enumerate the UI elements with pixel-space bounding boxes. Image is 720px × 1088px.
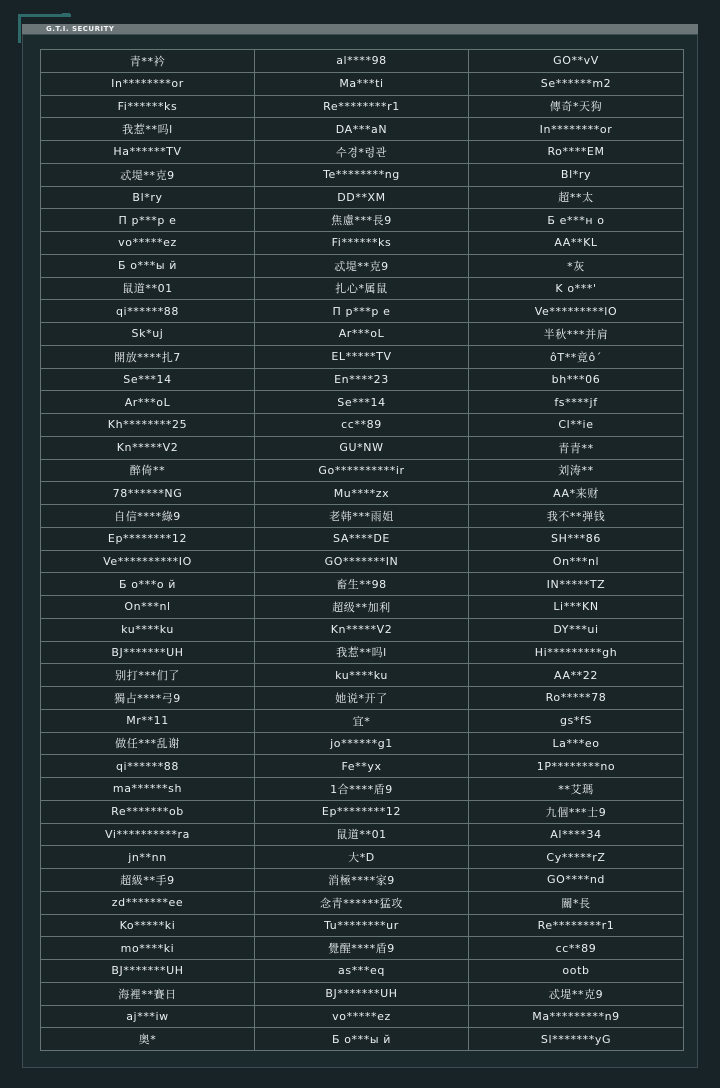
table-row [41,641,684,664]
table-row [41,527,684,550]
table-row [41,846,684,869]
player-name-cell: Fi******ks [41,95,255,118]
player-name-cell: 1合****盾9 [255,778,469,801]
table-row [41,982,684,1005]
player-name-cell: La***eo [469,732,684,755]
player-name-cell: Vi**********ra [41,823,255,846]
player-name-cell: cc**89 [469,937,684,960]
player-name-cell: Re*******ob [41,800,255,823]
player-name-cell: 念青******猛攻 [255,891,469,914]
player-name-cell: Fi******ks [255,232,469,255]
player-name-cell: П р***р е [41,209,255,232]
table-row [41,869,684,892]
table-row [41,345,684,368]
table-row [41,823,684,846]
player-name-cell: Ma*********n9 [469,1005,684,1028]
player-name-cell: ma******sh [41,778,255,801]
player-name-cell: GO**vV [469,50,684,73]
table-row [41,436,684,459]
player-name-cell: zd*******ee [41,891,255,914]
table-row [41,300,684,323]
table-row [41,254,684,277]
table-row [41,141,684,164]
player-name-cell: bh***06 [469,368,684,391]
player-name-cell: qi******88 [41,755,255,778]
player-name-cell: Ep********12 [41,527,255,550]
player-name-cell: as***eq [255,960,469,983]
player-name-cell: Kn*****V2 [41,436,255,459]
player-name-cell: 超**太 [469,186,684,209]
player-name-cell: Re********r1 [255,95,469,118]
player-name-cell: Tu********ur [255,914,469,937]
player-name-cell: 忒堤**克9 [41,163,255,186]
player-name-cell: 覺醒****盾9 [255,937,469,960]
table-row [41,687,684,710]
player-name-cell: AA*来财 [469,482,684,505]
table-row [41,550,684,573]
player-name-cell: Sl*******yG [469,1028,684,1051]
player-name-cell: 老韩***雨姐 [255,505,469,528]
player-name-cell: Ko*****ki [41,914,255,937]
table-row [41,459,684,482]
player-name-cell: *灰 [469,254,684,277]
player-name-cell: En****23 [255,368,469,391]
player-name-cell: Se***14 [41,368,255,391]
player-name-cell: 扎心*属鼠 [255,277,469,300]
player-name-cell: EL*****TV [255,345,469,368]
player-name-cell: 忒堤**克9 [469,982,684,1005]
player-name-cell: 關*長 [469,891,684,914]
player-name-cell: 青**衿 [41,50,255,73]
player-name-cell: Kn*****V2 [255,618,469,641]
player-name-cell: 别打***们了 [41,664,255,687]
player-name-cell: Fe**yx [255,755,469,778]
table-row [41,1005,684,1028]
player-name-cell: Kh********25 [41,414,255,437]
player-name-cell: GO*******IN [255,550,469,573]
player-name-cell: 開放****扎7 [41,345,255,368]
table-row [41,618,684,641]
table-row [41,118,684,141]
player-name-cell: Mr**11 [41,709,255,732]
header-bar [22,24,698,34]
player-name-cell: 我惹**吗l [41,118,255,141]
table-row [41,596,684,619]
player-name-cell: Ve*********lO [469,300,684,323]
player-name-cell: 刘涛** [469,459,684,482]
corner-accent [62,13,70,17]
player-name-cell: 畜生**98 [255,573,469,596]
player-name-cell: Bl*ry [41,186,255,209]
player-name-cell: GU*NW [255,436,469,459]
player-name-cell: AA**22 [469,664,684,687]
player-name-cell: 海裡**賽日 [41,982,255,1005]
player-name-cell: GO****nd [469,869,684,892]
player-name-cell: Б о***ы й [41,254,255,277]
player-name-cell: 超級**手9 [41,869,255,892]
player-name-cell: 九個***士9 [469,800,684,823]
player-name-cell: Sk*uj [41,323,255,346]
player-name-cell: Li***KN [469,596,684,619]
table-row [41,277,684,300]
player-name-cell: Se***14 [255,391,469,414]
player-name-cell: DD**XM [255,186,469,209]
player-name-cell: 我不**弹钱 [469,505,684,528]
player-name-cell: IN*****TZ [469,573,684,596]
table-row [41,505,684,528]
table-row [41,368,684,391]
player-name-cell: vo*****ez [255,1005,469,1028]
player-name-cell: vo*****ez [41,232,255,255]
player-name-cell: 醉倚** [41,459,255,482]
player-name-cell: 半秋***并肩 [469,323,684,346]
player-name-cell: **艾瑪 [469,778,684,801]
table-row [41,732,684,755]
player-name-cell: 忒堤**克9 [255,254,469,277]
player-name-cell: 焦慮***長9 [255,209,469,232]
player-name-cell: al****98 [255,50,469,73]
player-name-cell: Re********r1 [469,914,684,937]
player-name-cell: 宜* [255,709,469,732]
player-name-cell: Б о***ы й [255,1028,469,1051]
table-row [41,664,684,687]
player-name-cell: ootb [469,960,684,983]
table-row [41,960,684,983]
player-name-cell: Bl*ry [469,163,684,186]
player-name-cell: 鼠道**01 [255,823,469,846]
player-name-cell: jo******g1 [255,732,469,755]
player-name-cell: Ar***oL [255,323,469,346]
player-name-cell: BJ*******UH [41,960,255,983]
player-name-cell: K o***' [469,277,684,300]
player-name-cell: qi******88 [41,300,255,323]
player-name-cell: 수경*령관 [255,141,469,164]
player-name-cell: Se******m2 [469,72,684,95]
table-row [41,709,684,732]
player-name-cell: ôT**竟ô´ [469,345,684,368]
player-name-cell: Te********ng [255,163,469,186]
player-name-cell: On***nl [41,596,255,619]
player-name-cell: Hi*********gh [469,641,684,664]
table-row [41,482,684,505]
player-name-cell: cc**89 [255,414,469,437]
player-name-cell: BJ*******UH [255,982,469,1005]
player-name-cell: Ar***oL [41,391,255,414]
player-name-cell: In********or [469,118,684,141]
player-name-cell: 她说*开了 [255,687,469,710]
table-row [41,755,684,778]
player-name-table [40,49,684,1051]
header-title: G.T.I. SECURITY [46,25,115,33]
player-name-cell: П р***р е [255,300,469,323]
player-name-cell: 消極****家9 [255,869,469,892]
player-name-cell: DA***aN [255,118,469,141]
player-name-cell: 奥* [41,1028,255,1051]
table-row [41,72,684,95]
player-name-cell: On***nl [469,550,684,573]
player-name-cell: 超级**加利 [255,596,469,619]
player-name-cell: gs*fS [469,709,684,732]
player-name-cell: Ep********12 [255,800,469,823]
player-name-cell: 青青** [469,436,684,459]
player-name-cell: 1P********no [469,755,684,778]
player-name-cell: jn**nn [41,846,255,869]
player-name-cell: 自信****綠9 [41,505,255,528]
player-name-cell: fs****jf [469,391,684,414]
player-name-cell: SH***86 [469,527,684,550]
table-row [41,573,684,596]
player-name-cell: aj***iw [41,1005,255,1028]
table-row [41,209,684,232]
player-name-cell: 傳奇*天狗 [469,95,684,118]
player-name-cell: Б е***н о [469,209,684,232]
player-name-cell: DY***ui [469,618,684,641]
table-row [41,1028,684,1051]
player-name-cell: 78******NG [41,482,255,505]
table-row [41,937,684,960]
player-name-cell: 做任***乱谢 [41,732,255,755]
player-name-cell: Ma***ti [255,72,469,95]
table-row [41,414,684,437]
player-name-cell: 我惹**吗l [255,641,469,664]
table-row [41,186,684,209]
player-name-cell: BJ*******UH [41,641,255,664]
table-row [41,323,684,346]
table-row [41,50,684,73]
table-row [41,163,684,186]
player-name-cell: Cl**ie [469,414,684,437]
player-name-cell: Б о***о й [41,573,255,596]
table-row [41,800,684,823]
player-name-cell: 獨占****弓9 [41,687,255,710]
player-name-cell: In********or [41,72,255,95]
table-row [41,232,684,255]
player-name-cell: Mu****zx [255,482,469,505]
player-name-cell: Ro****EM [469,141,684,164]
player-name-cell: ku****ku [41,618,255,641]
player-name-cell: mo****ki [41,937,255,960]
player-name-cell: Ve**********IO [41,550,255,573]
table-row [41,914,684,937]
player-name-cell: Ha******TV [41,141,255,164]
player-name-cell: AA**KL [469,232,684,255]
table-row [41,891,684,914]
player-name-cell: 鼠道**01 [41,277,255,300]
player-name-cell: 大*D [255,846,469,869]
player-name-cell: SA****DE [255,527,469,550]
player-name-cell: Cy*****rZ [469,846,684,869]
player-name-cell: Al****34 [469,823,684,846]
table-row [41,95,684,118]
table-row [41,778,684,801]
player-name-cell: Ro*****78 [469,687,684,710]
player-name-cell: ku****ku [255,664,469,687]
player-name-cell: Go**********ir [255,459,469,482]
table-row [41,391,684,414]
